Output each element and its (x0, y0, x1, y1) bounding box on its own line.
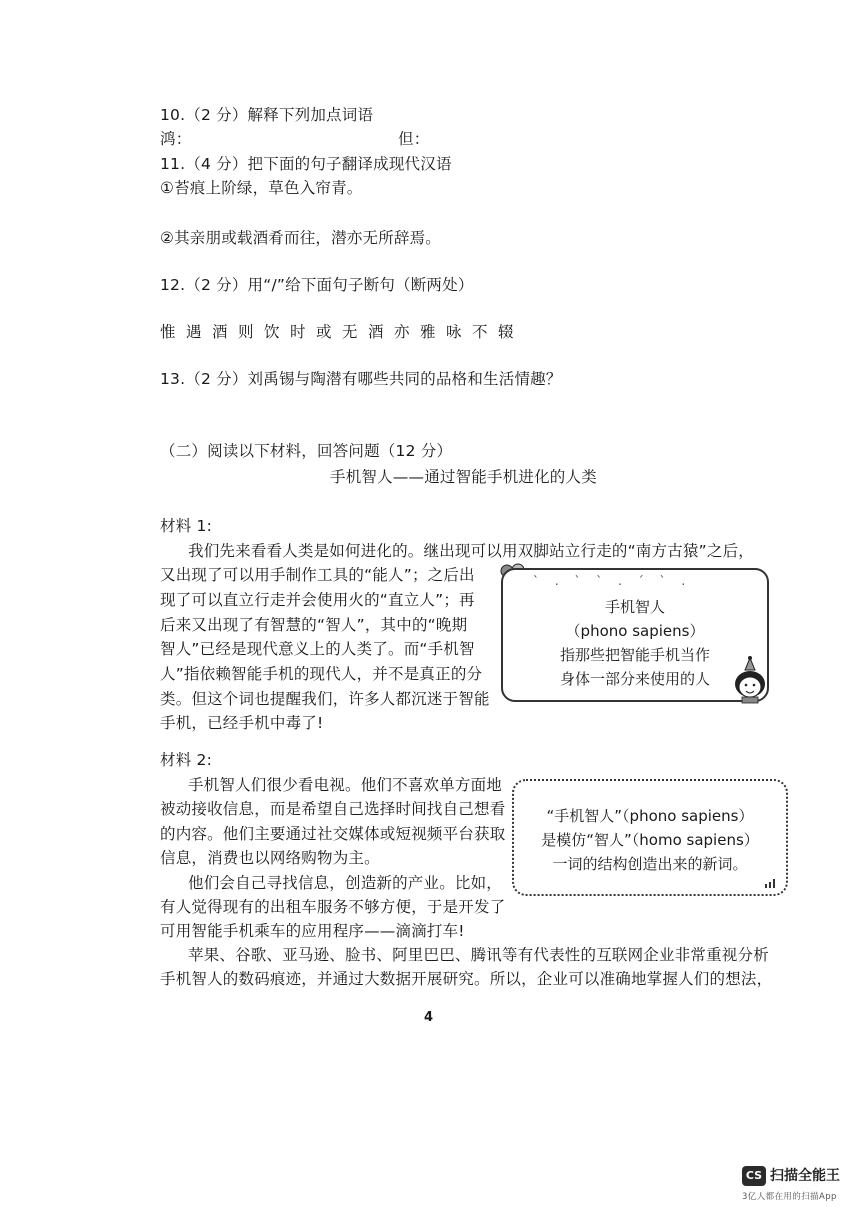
material-2-label: 材料 2: (160, 751, 213, 769)
camscanner-logo-icon: CS (742, 1166, 766, 1186)
question-13: 13.（2 分）刘禹锡与陶潜有哪些共同的品格和生活情趣？ (160, 370, 562, 388)
material-2-line: 苹果、谷歌、亚马逊、脸书、阿里巴巴、腾讯等有代表性的互联网企业非常重视分析 (188, 946, 769, 964)
material-1-label: 材料 1: (160, 517, 213, 535)
section-heading: （二）阅读以下材料，回答问题（12 分） (160, 442, 453, 460)
box-1-line: （phono sapiens） (565, 622, 705, 640)
cartoon-girl-icon (728, 656, 772, 704)
material-1-line: 人”指依赖智能手机的现代人，并不是真正的分 (160, 665, 483, 683)
box-1-line: 手机智人 (604, 598, 665, 616)
material-2-line: 有人觉得现有的出租车服务不够方便，于是开发了 (160, 898, 506, 916)
page-number: 4 (424, 1010, 434, 1025)
material-1-line: 手机，已经手机中毒了! (160, 714, 324, 732)
question-12: 12.（2 分）用“/”给下面句子断句（断两处） (160, 276, 474, 294)
material-2-line: 手机智人的数码痕迹，并通过大数据开展研究。所以，企业可以准确地掌握人们的想法， (160, 970, 773, 988)
question-12-text: 惟遇酒则饮时或无酒亦雅咏不辍 (160, 323, 525, 341)
question-10-blank-a: 鸿： (160, 130, 192, 148)
material-2-line: 信息，消费也以网络购物为主。 (160, 849, 380, 867)
material-2-line: 手机智人们很少看电视。他们不喜欢单方面地 (188, 776, 503, 794)
question-11-sentence-1: ①苔痕上阶绿，草色入帘青。 (160, 179, 363, 197)
box-2-line: “手机智人”（phono sapiens） (546, 807, 754, 825)
question-11: 11.（4 分）把下面的句子翻译成现代汉语 (160, 155, 452, 173)
material-2-line: 被动接收信息，而是希望自己选择时间找自己想看 (160, 800, 506, 818)
question-11-sentence-2: ②其亲朋或载酒肴而往，潜亦无所辞焉。 (160, 229, 441, 247)
question-10: 10.（2 分）解释下列加点词语 (160, 106, 374, 124)
box-2-line: 是模仿“智人”（homo sapiens） (541, 831, 759, 849)
footer-tagline: 3亿人都在用的扫描App (742, 1192, 837, 1202)
material-1-line: 又出现了可以用手制作工具的“能人”；之后出 (160, 566, 475, 584)
signal-bars-icon (764, 878, 778, 888)
sparkle-dots-icon: ` . ` ` . ´ ` . (533, 574, 692, 588)
box-1-line: 指那些把智能手机当作 (559, 646, 710, 664)
material-2-line: 的内容。他们主要通过社交媒体或短视频平台获取 (160, 825, 506, 843)
article-title: 手机智人——通过智能手机进化的人类 (330, 468, 597, 486)
material-2-line: 他们会自己寻找信息，创造新的产业。比如， (188, 874, 503, 892)
material-1-line: 后来又出现了有智慧的“智人”，其中的“晚期 (160, 616, 468, 634)
box-1-line: 身体一部分来使用的人 (559, 670, 710, 688)
material-1-line: 我们先来看看人类是如何进化的。继出现可以用双脚站立行走的“南方古猿”之后， (188, 542, 754, 560)
material-1-line: 类。但这个词也提醒我们，许多人都沉迷于智能 (160, 690, 490, 708)
definition-box-2 (512, 779, 788, 896)
question-10-blank-b: 但： (398, 130, 430, 148)
material-1-line: 现了可以直立行走并会使用火的“直立人”；再 (160, 591, 475, 609)
box-2-line: 一词的结构创造出来的新词。 (552, 855, 748, 873)
material-1-line: 智人”已经是现代意义上的人类了。而“手机智 (160, 640, 475, 658)
material-2-line: 可用智能手机乘车的应用程序——滴滴打车! (160, 922, 465, 940)
footer-brand: 扫描全能王 (770, 1168, 840, 1184)
